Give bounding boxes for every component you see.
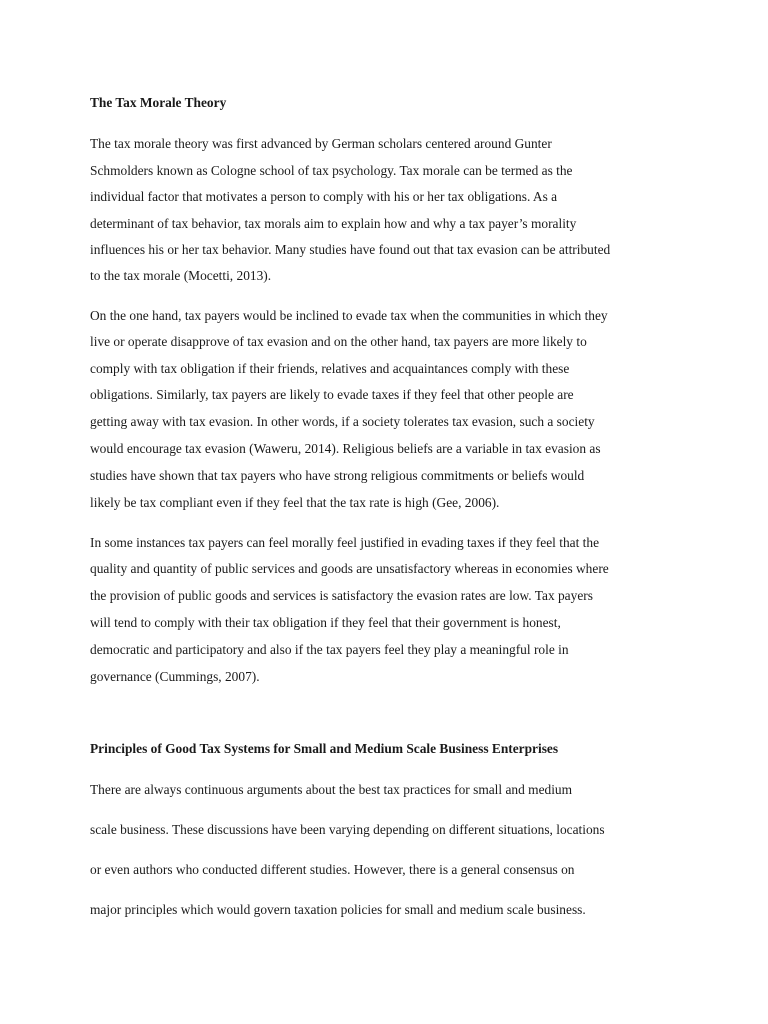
text-line: governance (Cummings, 2007).	[90, 669, 260, 684]
text-line: The tax morale theory was first advanced by German scholars centered around Gunter	[90, 136, 552, 151]
text-line: democratic and participatory and also if the tax payers feel they play a meaningful role in	[90, 642, 569, 657]
text-line: In some instances tax payers can feel morally feel justified in evading taxes if they feel that the	[90, 535, 600, 550]
text-line: There are always continuous arguments about the best tax practices for small and medium	[90, 782, 573, 797]
text-line: individual factor that motivates a person to comply with his or her tax obligations. As a	[90, 189, 558, 204]
text-line: or even authors who conducted different studies. However, there is a general consensus on	[90, 862, 575, 877]
section-heading-tax-morale: The Tax Morale Theory	[90, 95, 227, 110]
text-line: the provision of public goods and services is satisfactory the evasion rates are low. Tax payers	[90, 588, 593, 603]
text-line: would encourage tax evasion (Waweru, 2014). Religious beliefs are a variable in tax evasion as	[90, 441, 601, 456]
text-line: will tend to comply with their tax obligation if they feel that their government is honest,	[90, 615, 561, 630]
text-line: studies have shown that tax payers who have strong religious commitments or beliefs would	[90, 468, 585, 483]
text-line: getting away with tax evasion. In other words, if a society tolerates tax evasion, such a society	[90, 414, 595, 429]
text-line: On the one hand, tax payers would be inclined to evade tax when the communities in which they	[90, 308, 608, 323]
text-line: influences his or her tax behavior. Many studies have found out that tax evasion can be attributed	[90, 242, 611, 257]
text-line: determinant of tax behavior, tax morals aim to explain how and why a tax payer’s morality	[90, 216, 577, 231]
text-line: live or operate disapprove of tax evasion and on the other hand, tax payers are more likely to	[90, 334, 587, 349]
text-line: major principles which would govern taxation policies for small and medium scale business.	[90, 902, 586, 917]
text-line: obligations. Similarly, tax payers are likely to evade taxes if they feel that other people are	[90, 387, 574, 402]
section-heading-principles: Principles of Good Tax Systems for Small and Medium Scale Business Enterprises	[90, 741, 559, 756]
text-line: Schmolders known as Cologne school of tax psychology. Tax morale can be termed as the	[90, 163, 573, 178]
text-line: to the tax morale (Mocetti, 2013).	[90, 268, 272, 283]
text-line: scale business. These discussions have been varying depending on different situations, locations	[90, 822, 605, 837]
text-line: comply with tax obligation if their friends, relatives and acquaintances comply with these	[90, 361, 570, 376]
text-line: quality and quantity of public services and goods are unsatisfactory whereas in economies where	[90, 561, 609, 576]
text-line: likely be tax compliant even if they feel that the tax rate is high (Gee, 2006).	[90, 495, 500, 510]
